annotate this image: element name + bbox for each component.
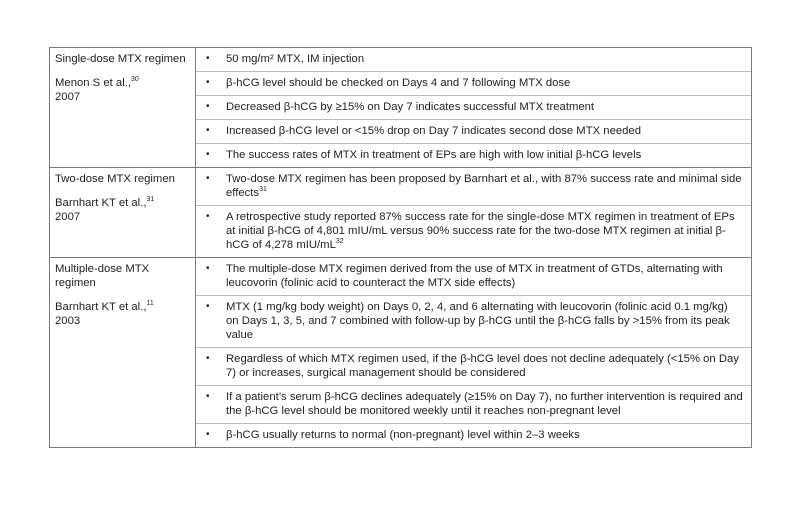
bullet-icon: • bbox=[206, 173, 210, 184]
list-item: • The multiple-dose MTX regimen derived from the use of MTX in treatment of GTDs, alternating with leucovorin (folinic acid to counteract the MTX side effects) bbox=[196, 258, 751, 296]
bullet-icon: • bbox=[206, 353, 210, 364]
regimen-reference: Menon S et al.,$^{30}$ 2007 bbox=[55, 76, 139, 103]
list-item: • Decreased β-hCG by ≥15% on Day 7 indicates successful MTX treatment bbox=[196, 96, 751, 120]
bullet-icon: • bbox=[206, 125, 210, 136]
table-row bbox=[50, 48, 752, 168]
regimen-label-cell bbox=[50, 258, 196, 448]
bullet-icon: • bbox=[206, 101, 210, 112]
mtx-regimens-table bbox=[49, 47, 752, 448]
bullet-icon: • bbox=[206, 53, 210, 64]
bullet-icon: • bbox=[206, 263, 210, 274]
regimen-points-cell bbox=[196, 258, 752, 448]
list-item: • The success rates of MTX in treatment of EPs are high with low initial β-hCG levels bbox=[206, 149, 642, 161]
regimen-points-cell bbox=[196, 168, 752, 258]
regimen-points-cell bbox=[196, 48, 752, 168]
bullet-icon: • bbox=[206, 77, 210, 88]
bullet-icon: • bbox=[206, 391, 210, 402]
regimen-label-cell bbox=[50, 168, 196, 258]
regimen-reference: Barnhart KT et al.,$^{31}$ 2007 bbox=[55, 196, 155, 223]
list-item: • β-hCG level should be checked on Days 4 and 7 following MTX dose bbox=[196, 72, 751, 96]
regimen-name: Single-dose MTX regimen bbox=[55, 53, 186, 65]
regimen-name: Multiple-dose MTX regimen bbox=[55, 263, 150, 289]
table-row bbox=[50, 168, 752, 258]
list-item: • Two-dose MTX regimen has been proposed by Barnhart et al., with 87% success rate and minimal side effects$^{31}$ bbox=[196, 168, 751, 206]
regimen-reference: Barnhart KT et al.,$^{11}$ 2003 bbox=[55, 300, 154, 327]
table-row bbox=[50, 258, 752, 448]
list-item: • MTX (1 mg/kg body weight) on Days 0, 2, 4, and 6 alternating with leucovorin (folinic acid 0.1 mg/kg) on Days 1, 3, 5, and 7 combined with follow-up by β-hCG until the β-hCG falls by >15% from its peak value bbox=[196, 296, 751, 348]
bullet-icon: • bbox=[206, 149, 210, 160]
list-item: • Increased β-hCG level or <15% drop on Day 7 indicates second dose MTX needed bbox=[196, 120, 751, 144]
bullet-icon: • bbox=[206, 211, 210, 222]
regimen-name: Two-dose MTX regimen bbox=[55, 173, 175, 185]
bullet-icon: • bbox=[206, 301, 210, 312]
list-item: • A retrospective study reported 87% success rate for the single-dose MTX regimen in treatment of EPs at initial β-hCG of 4,801 mIU/mL versus 90% success rate for the two-dose MTX regimen at initial β-hCG of 4,278 mIU/$mL^{32}$ bbox=[206, 211, 735, 251]
list-item: • β-hCG usually returns to normal (non-pregnant) level within 2–3 weeks bbox=[206, 429, 580, 441]
list-item: • 50 mg/m² MTX, IM injection bbox=[196, 48, 751, 72]
regimen-label-cell bbox=[50, 48, 196, 168]
bullet-icon: • bbox=[206, 429, 210, 440]
list-item: • If a patient’s serum β-hCG declines adequately (≥15% on Day 7), no further intervention is required and the β-hCG level should be monitored weekly until it reaches non-pregnant level bbox=[196, 386, 751, 424]
list-item: • Regardless of which MTX regimen used, if the β-hCG level does not decline adequately (<15% on Day 7) or increases, surgical management should be considered bbox=[196, 348, 751, 386]
